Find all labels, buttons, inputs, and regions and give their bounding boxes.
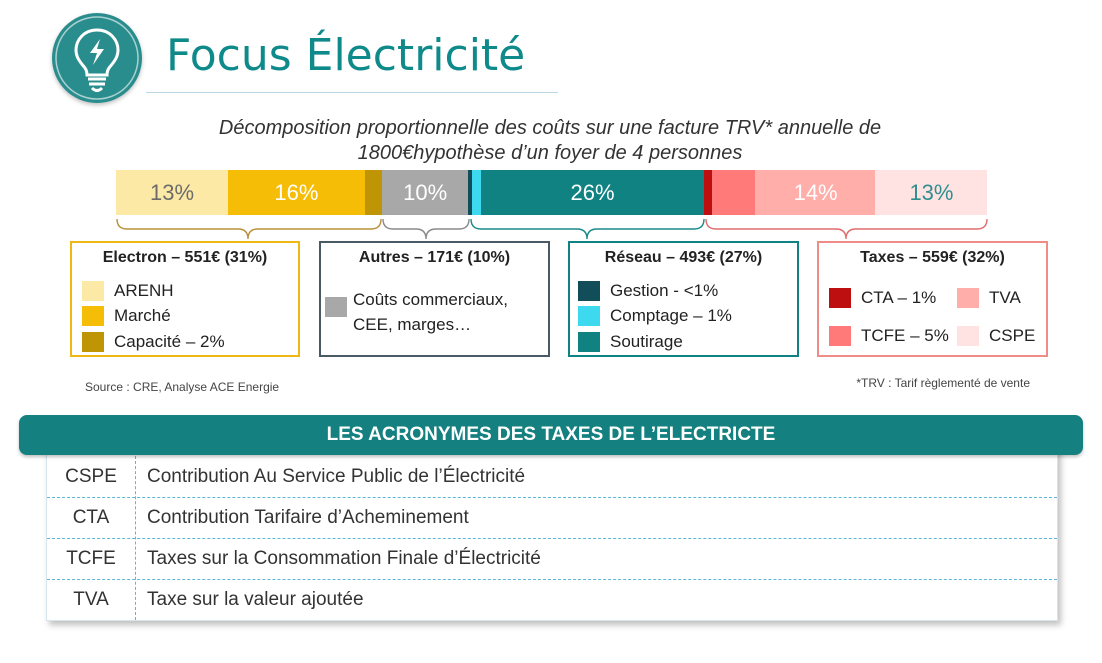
legend-item-capacite bbox=[82, 332, 225, 352]
swatch-gestion bbox=[578, 281, 600, 301]
segment-value-label: 26% bbox=[570, 179, 615, 205]
legend-item-tcfe bbox=[829, 326, 949, 346]
legend-item-soutirage bbox=[578, 332, 683, 352]
subtitle-line-1: Décomposition proportionnelle des coûts sur une facture TRV* annuelle de bbox=[218, 117, 882, 139]
legend-label: Gestion - <1% bbox=[610, 281, 719, 300]
source-note: Source : CRE, Analyse ACE Energie bbox=[85, 380, 280, 394]
legend-box-reseau bbox=[568, 241, 799, 357]
table-row bbox=[47, 497, 1057, 539]
legend-box-taxes bbox=[817, 241, 1048, 357]
segment-value-label: 13% bbox=[150, 179, 195, 205]
acronym-cell: TCFE bbox=[66, 548, 116, 569]
acronyms-table-title: LES ACRONYMES DES TAXES DE L’ELECTRICTE bbox=[19, 415, 1083, 455]
legend-item-comptage bbox=[578, 306, 732, 326]
stacked-bar-chart bbox=[116, 170, 987, 215]
table-row bbox=[47, 579, 1057, 620]
bar-segment-tcfe bbox=[712, 170, 755, 215]
swatch-autres bbox=[325, 297, 347, 317]
swatch-capacite bbox=[82, 332, 104, 352]
legend-label: TVA bbox=[989, 288, 1021, 307]
page-title: Focus Électricité bbox=[166, 30, 526, 81]
swatch-cta bbox=[829, 288, 851, 308]
legend-label: Marché bbox=[114, 306, 171, 325]
bar-segment-marché bbox=[228, 170, 366, 215]
legend-item-tva bbox=[957, 288, 1021, 308]
acronym-cell: TVA bbox=[73, 589, 109, 610]
swatch-tcfe bbox=[829, 326, 851, 346]
segment-value-label: 13% bbox=[909, 179, 954, 205]
definition-cell: Contribution Au Service Public de l’Électricité bbox=[147, 466, 526, 487]
group-title-taxes: Taxes – 559€ (32%) bbox=[860, 249, 1005, 266]
group-title-autres: Autres – 171€ (10%) bbox=[358, 249, 511, 266]
legend-label: Soutirage bbox=[610, 332, 683, 351]
legend-label: ARENH bbox=[114, 281, 174, 300]
legend-label: Coûts commerciaux, bbox=[353, 290, 508, 309]
bar-segment-coûts bbox=[382, 170, 468, 215]
chart-subtitle bbox=[150, 116, 950, 166]
legend-label: Capacité – 2% bbox=[114, 332, 225, 351]
lightbulb-icon bbox=[52, 13, 142, 103]
legend-label-autres bbox=[353, 287, 508, 337]
legend-item-cspe bbox=[957, 326, 1035, 346]
swatch-arenh bbox=[82, 281, 104, 301]
segment-value-label: 10% bbox=[403, 179, 448, 205]
legend-label: CEE, marges… bbox=[353, 315, 472, 334]
title-divider bbox=[146, 92, 558, 93]
table-row bbox=[47, 538, 1057, 580]
legend-label: CTA – 1% bbox=[861, 288, 937, 307]
brace-taxes bbox=[706, 219, 987, 239]
definition-cell: Taxes sur la Consommation Finale d’Électricité bbox=[147, 548, 541, 569]
bar-segment-cspe bbox=[875, 170, 987, 215]
legend-item-gestion bbox=[578, 281, 718, 301]
subtitle-line-2: 1800€hypothèse d’un foyer de 4 personnes bbox=[357, 142, 743, 164]
acronym-cell: CTA bbox=[72, 507, 110, 528]
trv-footnote: *TRV : Tarif règlementé de vente bbox=[856, 376, 1030, 390]
legend-box-autres bbox=[319, 241, 550, 357]
definition-cell: Contribution Tarifaire d’Acheminement bbox=[147, 507, 469, 528]
group-title-electron: Electron – 551€ (31%) bbox=[102, 249, 268, 266]
brace-autres bbox=[383, 219, 469, 239]
legend-label: CSPE bbox=[989, 326, 1036, 345]
swatch-comptage bbox=[578, 306, 600, 326]
group-braces bbox=[0, 217, 1102, 243]
legend-item-marche bbox=[82, 306, 171, 326]
brace-electron bbox=[117, 219, 381, 239]
group-title-reseau: Réseau – 493€ (27%) bbox=[604, 249, 763, 266]
bar-segment-arenh bbox=[116, 170, 228, 215]
segment-value-label: 14% bbox=[793, 179, 838, 205]
swatch-cspe bbox=[957, 326, 979, 346]
bar-segment-tva bbox=[755, 170, 876, 215]
legend-item-cta bbox=[829, 288, 936, 308]
legend-label: TCFE – 5% bbox=[861, 326, 949, 345]
table-row bbox=[47, 456, 1057, 498]
swatch-tva bbox=[957, 288, 979, 308]
bar-segment-soutirage bbox=[481, 170, 705, 215]
legend-label: Comptage – 1% bbox=[610, 306, 732, 325]
acronyms-table bbox=[46, 443, 1058, 621]
swatch-soutirage bbox=[578, 332, 600, 352]
definition-cell: Taxe sur la valeur ajoutée bbox=[147, 589, 364, 610]
segment-value-label: 16% bbox=[274, 179, 319, 205]
swatch-marche bbox=[82, 306, 104, 326]
legend-item-arenh bbox=[82, 281, 174, 301]
bar-segment-capacité bbox=[365, 170, 383, 215]
brace-reseau bbox=[471, 219, 704, 239]
acronym-cell: CSPE bbox=[65, 466, 117, 487]
legend-box-electron bbox=[70, 241, 300, 357]
